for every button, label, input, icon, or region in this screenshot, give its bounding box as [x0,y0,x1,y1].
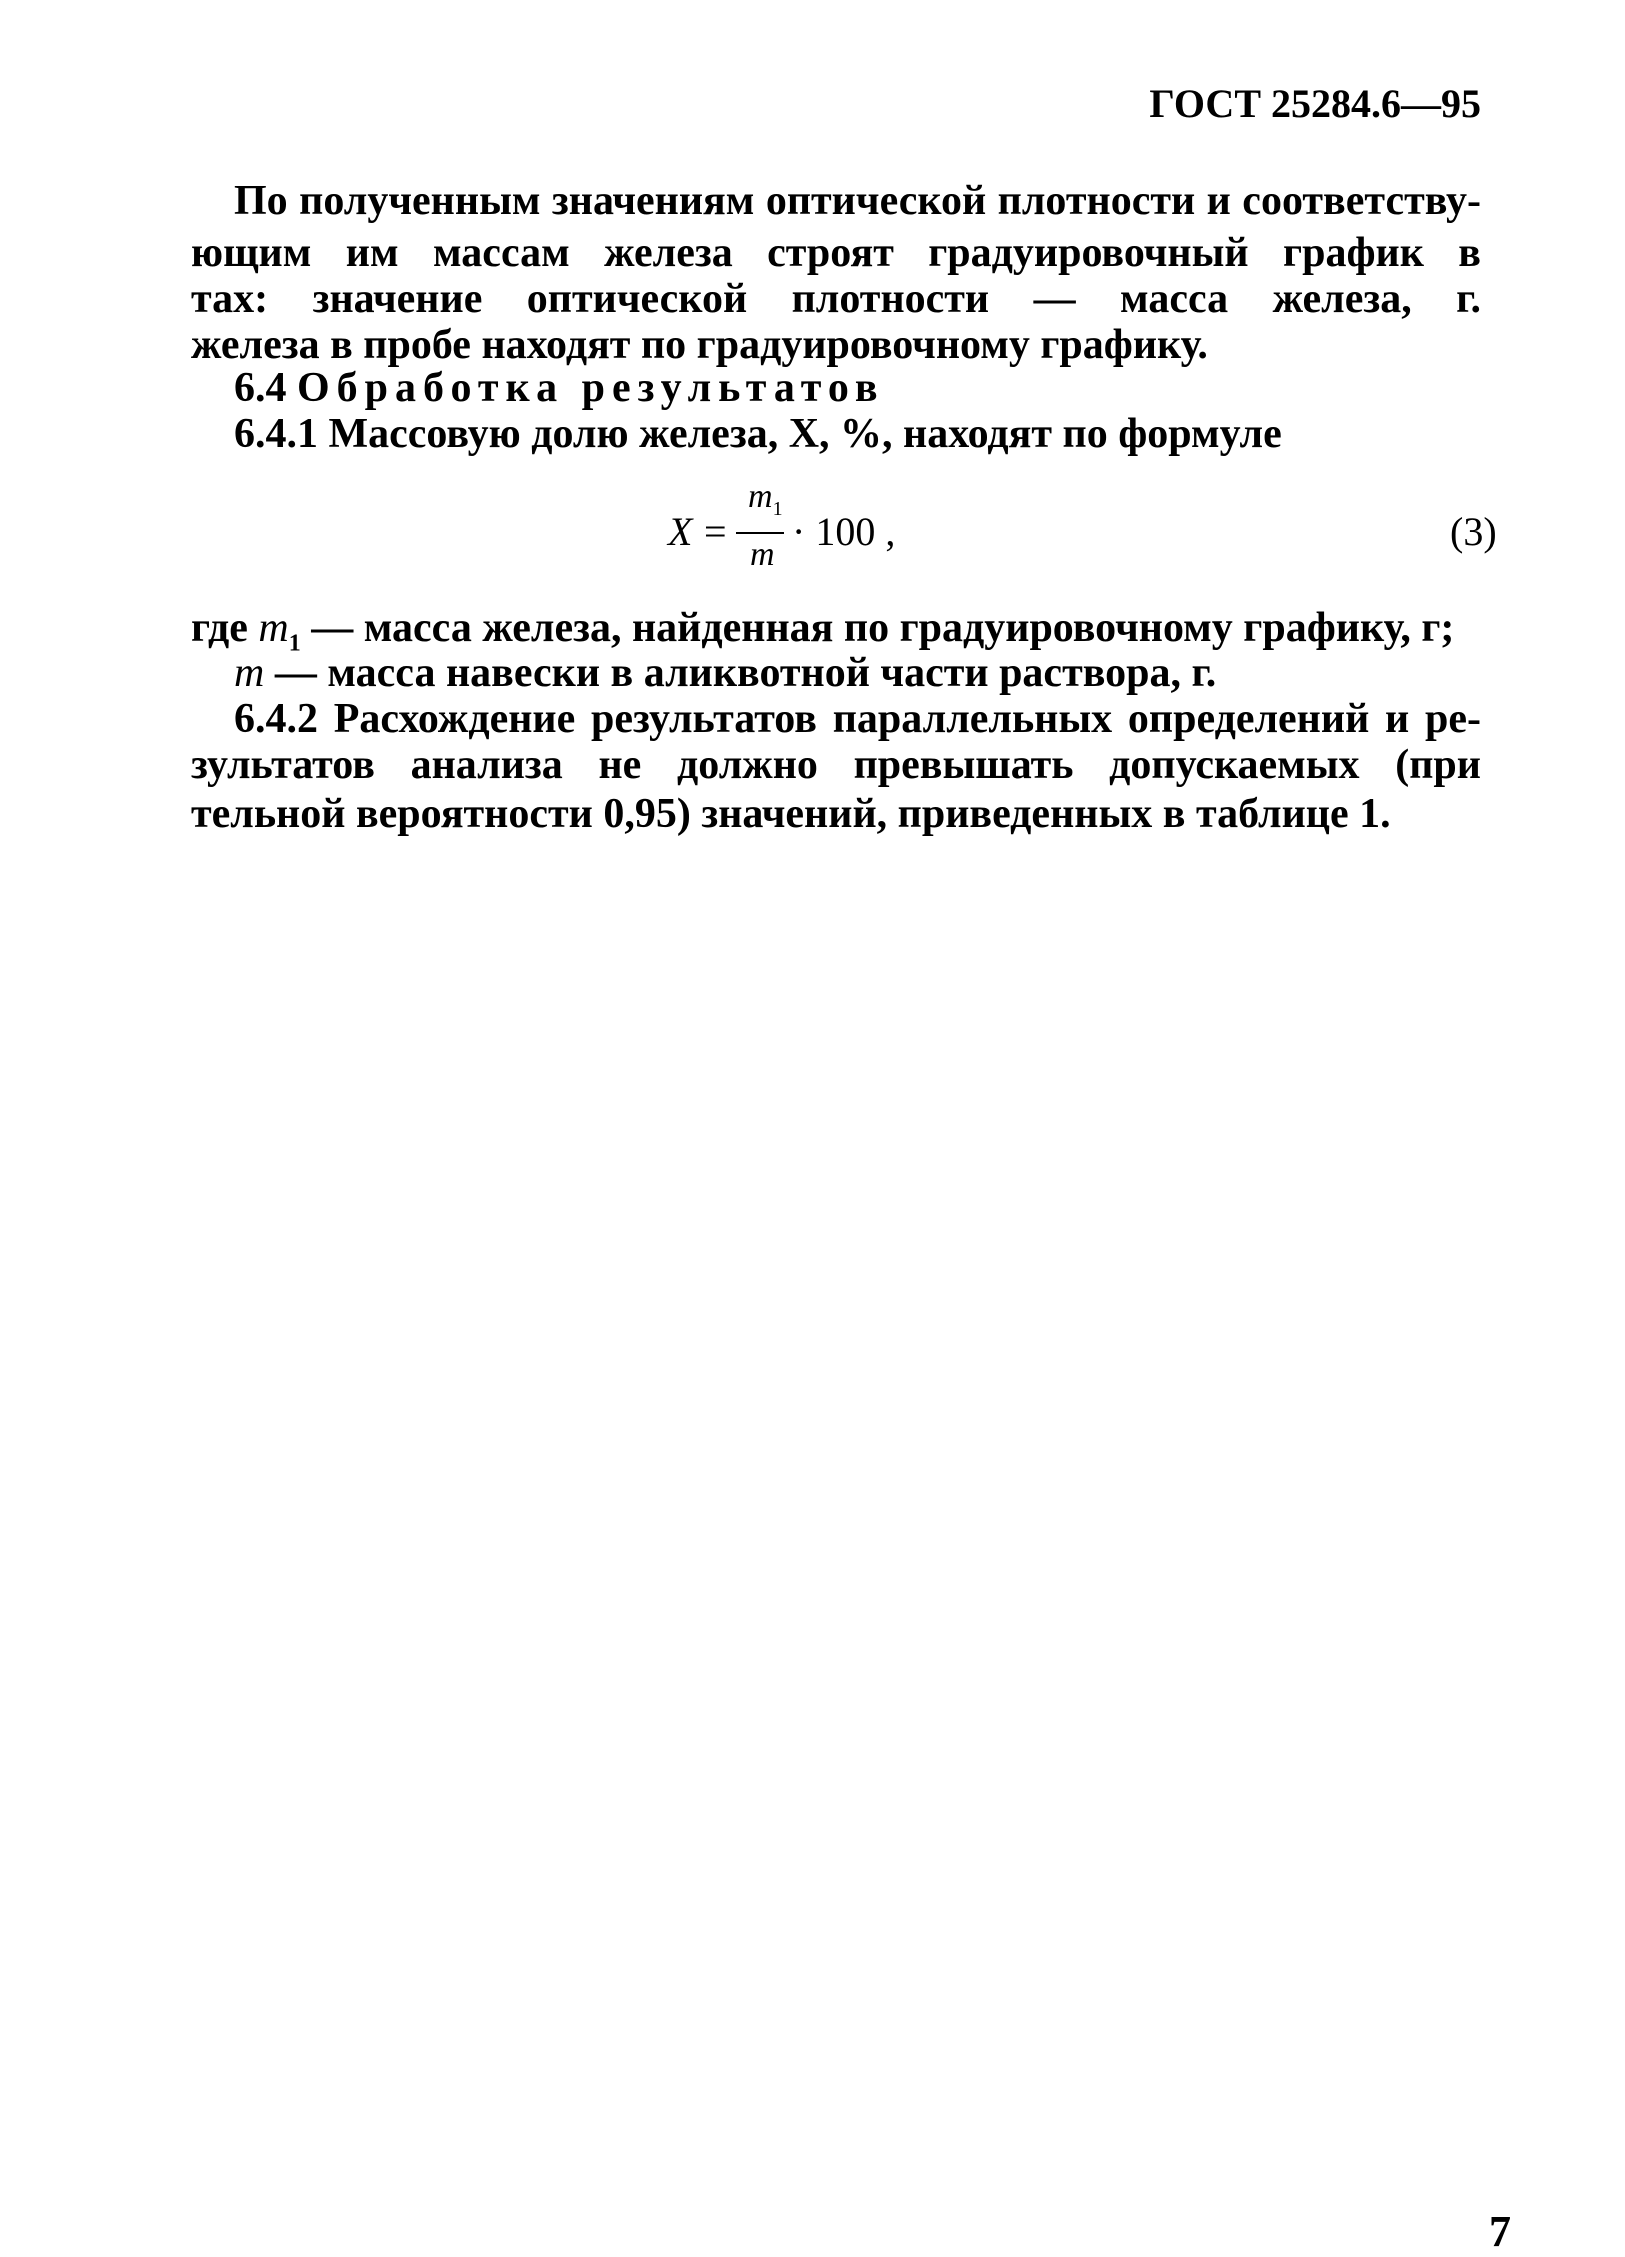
section-text: Массовую долю железа, X, %, находят по формуле [328,411,1282,457]
formula-lhs: X [668,509,693,554]
paragraph-line: железа в пробе находят по градуировочному графику. [191,322,1208,368]
formula-rest: · 100 , [792,509,896,554]
paragraph-line: тельной вероятности 0,95) значений, приведенных в таблице 1. [191,791,1391,837]
paragraph-line: ющим им массам железа строят градуировочный график в [191,230,1481,276]
section-number: 6.4.1 [234,411,318,457]
formula-number: (3) [1450,509,1497,554]
paragraph-line: По полученным значениям оптической плотности и соответству- [234,178,1481,224]
formula-equals: = [704,509,727,554]
where-m-line: m — масса навески в аликвотной части раствора, г. [234,650,1217,696]
where-m1-line: где $m_1$ — масса железа, найденная по градуировочному графику, г; [191,605,1455,657]
paragraph-line: зультатов анализа не должно превышать допускаемых (при [191,742,1481,788]
section-number: 6.4 [234,365,287,411]
document-code-header: ГОСТ 25284.6—95 [1149,81,1481,126]
section-title: Обработка результатов [297,365,885,411]
page-number: 7 [1489,2207,1511,2256]
formula-denominator: m [750,536,775,573]
section-6-4-2-line1: 6.4.2 Расхождение результатов параллельных определений и ре- [234,696,1481,742]
paragraph-line: тах: значение оптической плотности — масса железа, г. [191,276,1481,322]
section-heading-6-4 [234,365,885,411]
formula-numerator: $m_1$ [748,478,783,520]
fraction-bar [736,532,784,534]
section-6-4-1 [234,411,1282,457]
